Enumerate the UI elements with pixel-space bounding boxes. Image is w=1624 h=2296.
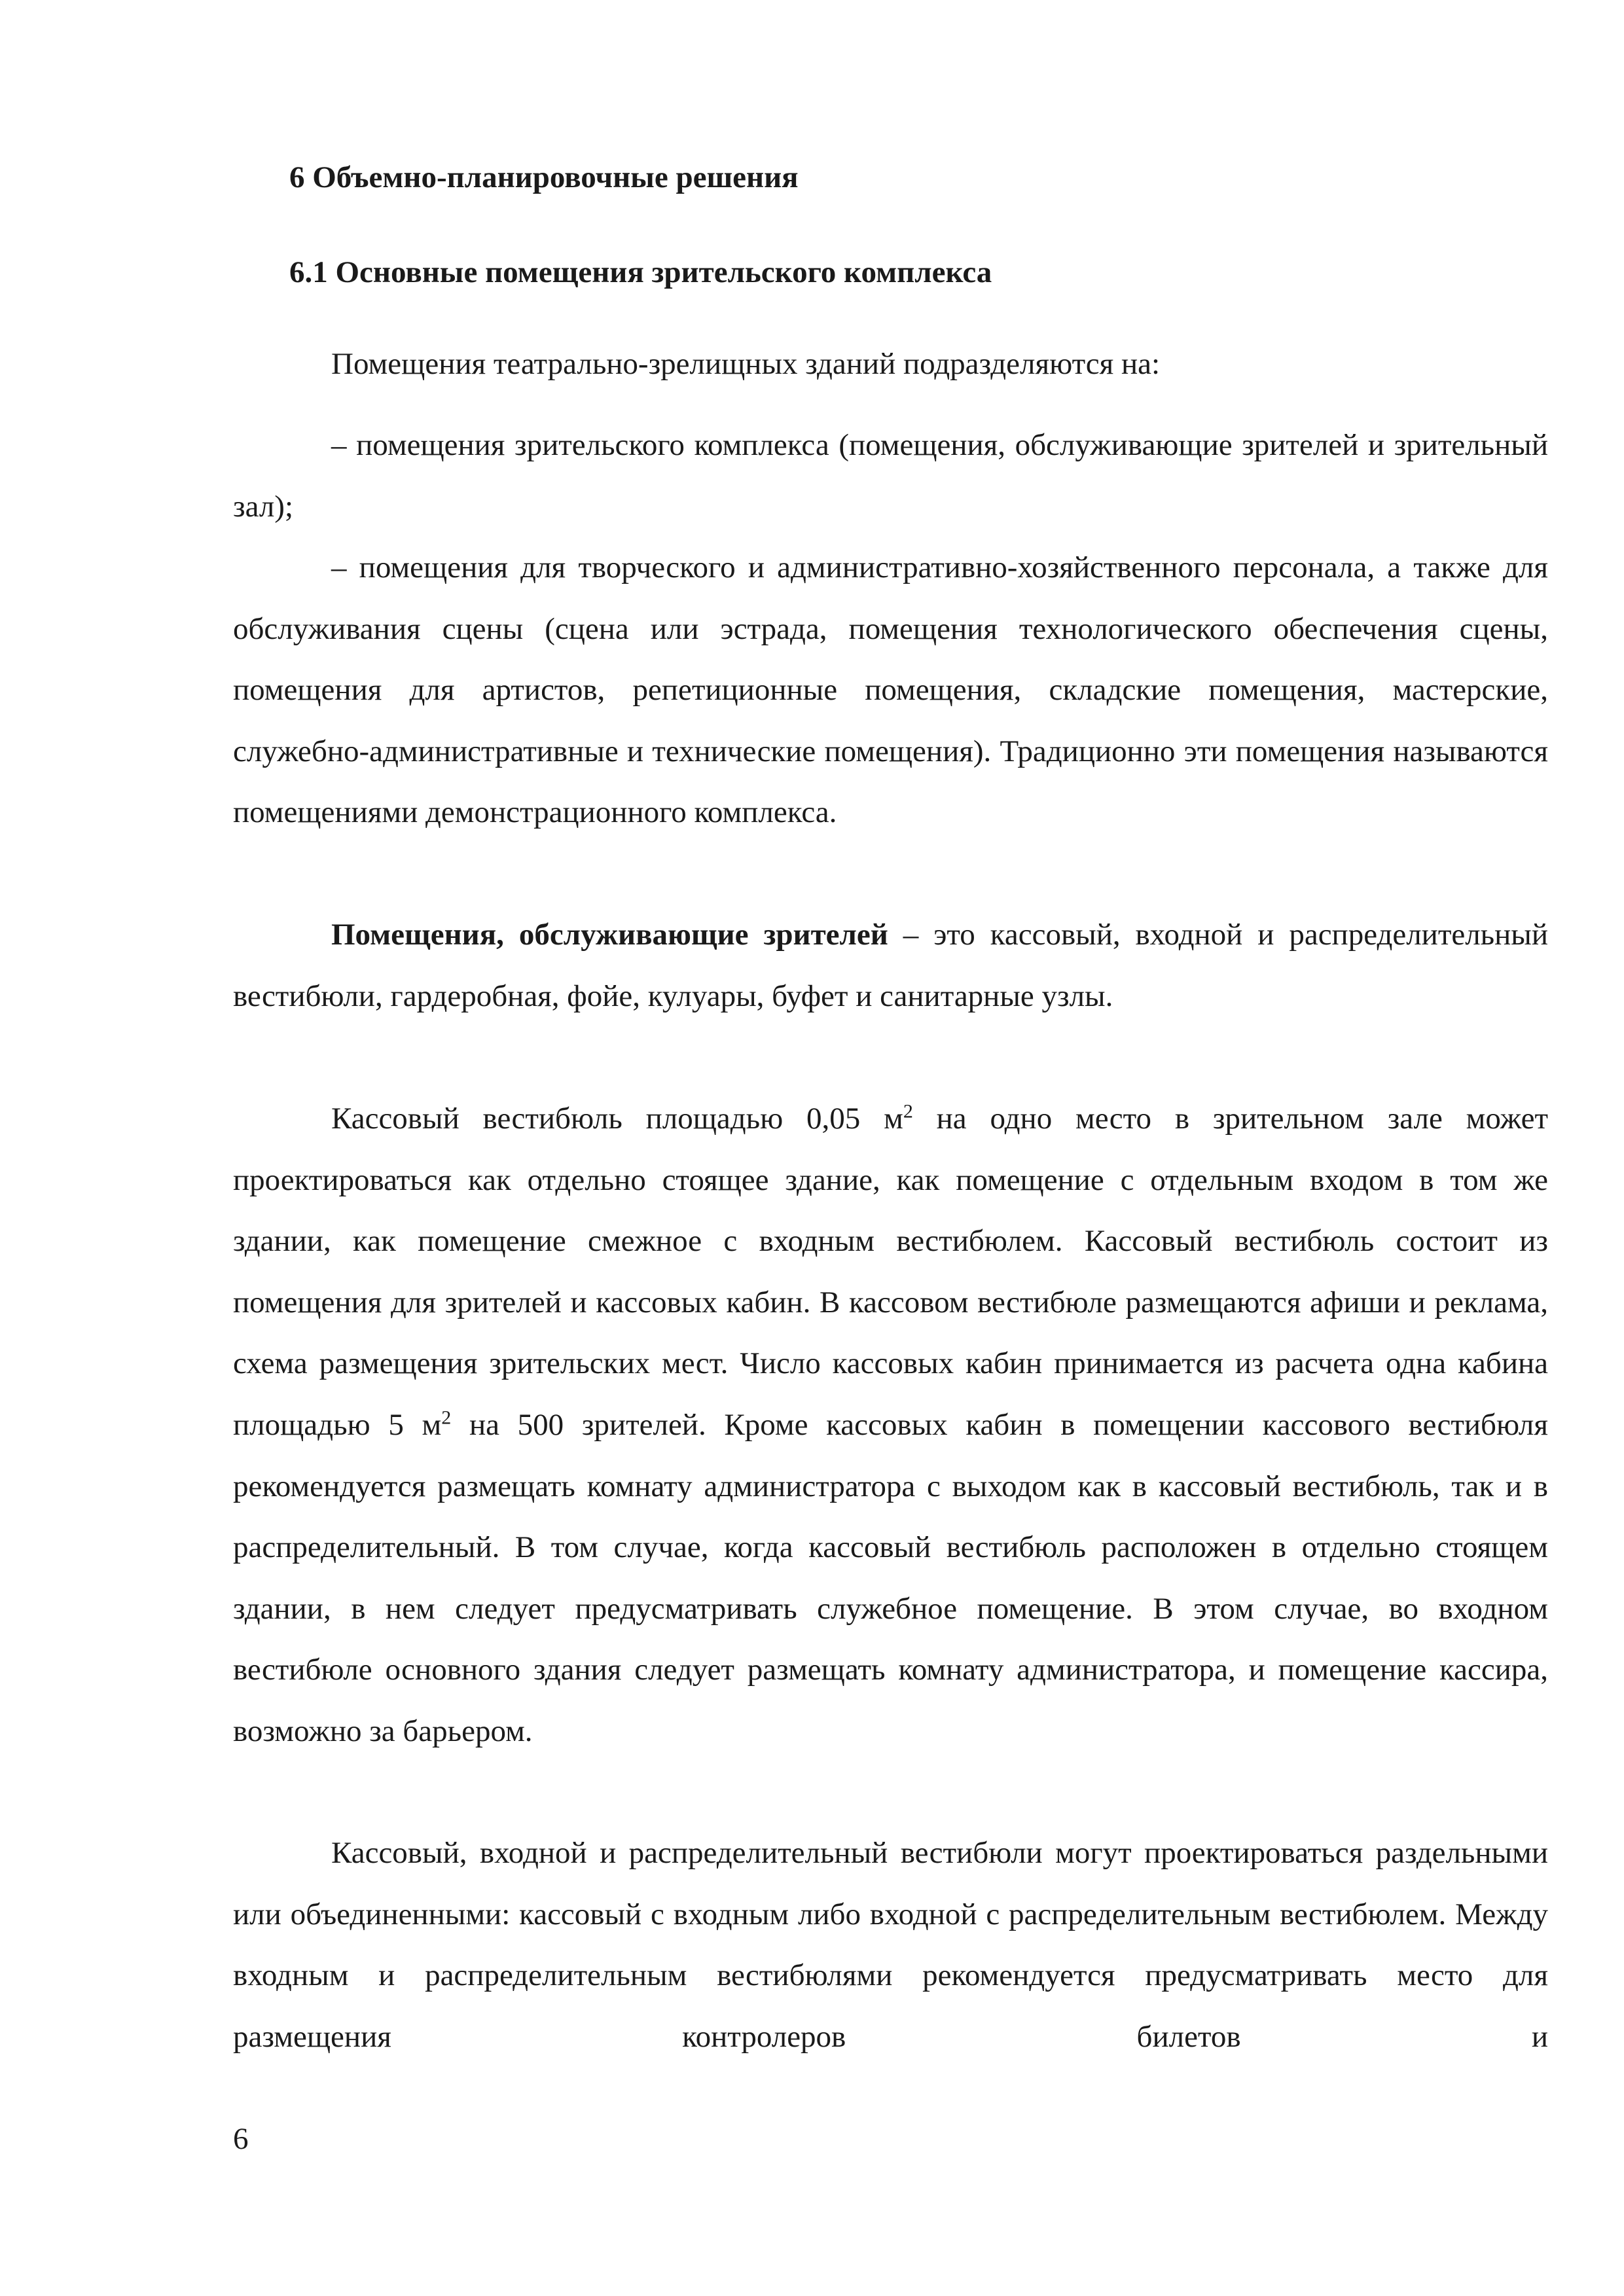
spectator-rooms-paragraph bbox=[233, 905, 1548, 1027]
vestibules-paragraph bbox=[233, 1823, 1548, 2129]
section-heading: 6.1 Основные помещения зрительского комплекса bbox=[289, 255, 992, 289]
chapter-heading: 6 Объемно-планировочные решения bbox=[289, 160, 799, 194]
ticket-lobby-paragraph bbox=[233, 1088, 1548, 1763]
ticket-lobby-text-3: на 500 зрителей. Кроме кассовых кабин в помещении кассового вестибюля рекомендуется размещать комнату администратора с выходом как в кассовый вестибюль, так и в распределительный. В том случае, когда кассовый вестибюль расположен в отдельно стоящем здании, в нем следует предусматривать служебное помещение. В этом случае, во входном вестибюле основного здания следует размещать комнату администратора, и помещение кассира, возможно за барьером. bbox=[233, 1407, 1548, 1748]
spectator-rooms-text: – это кассовый, входной и распределительный вестибюли, гардеробная, фойе, кулуары, буфет и санитарные узлы. bbox=[233, 918, 1549, 1013]
page-number: 6 bbox=[233, 2122, 249, 2156]
ticket-lobby-text-1: Кассовый вестибюль площадью 0,05 м bbox=[331, 1102, 903, 1136]
vestibules-text: Кассовый, входной и распределительный вестибюли могут проектироваться раздельными или объединенными: кассовый с входным либо входной с распределительным вестибюлем. Между входным и распределительным вестибюлями рекомендуется предусматривать место для размещения контролеров билетов и bbox=[233, 1836, 1548, 2054]
intro-paragraph: Помещения театрально-зрелищных зданий подразделяются на: bbox=[331, 347, 1161, 381]
list-item-staff-rooms: – помещения для творческого и административно-хозяйственного персонала, а также для обслуживания сцены (сцена или эстрада, помещения технологического обеспечения сцены, помещения для артистов, репетиционные помещения, складские помещения, мастерские, служебно-административные и технические помещения). Традиционно эти помещения называются помещениями демонстрационного комплекса. bbox=[233, 550, 1548, 830]
superscript-2: 2 bbox=[441, 1407, 452, 1429]
superscript-2: 2 bbox=[903, 1100, 913, 1122]
list-item-spectator-complex: – помещения зрительского комплекса (помещения, обслуживающие зрителей и зрительный зал); bbox=[233, 428, 1548, 524]
spectator-rooms-term: Помещения, обслуживающие зрителей bbox=[331, 918, 888, 952]
ticket-lobby-text-2: на одно место в зрительном зале может проектироваться как отдельно стоящее здание, как помещение с отдельным входом в том же здании, как помещение смежное с входным вестибюлем. Кассовый вестибюль состоит из помещения для зрителей и кассовых кабин. В кассовом вестибюле размещаются афиши и реклама, схема размещения зрительских мест. Число кассовых кабин принимается из расчета одна кабина площадью 5 м bbox=[233, 1102, 1548, 1442]
